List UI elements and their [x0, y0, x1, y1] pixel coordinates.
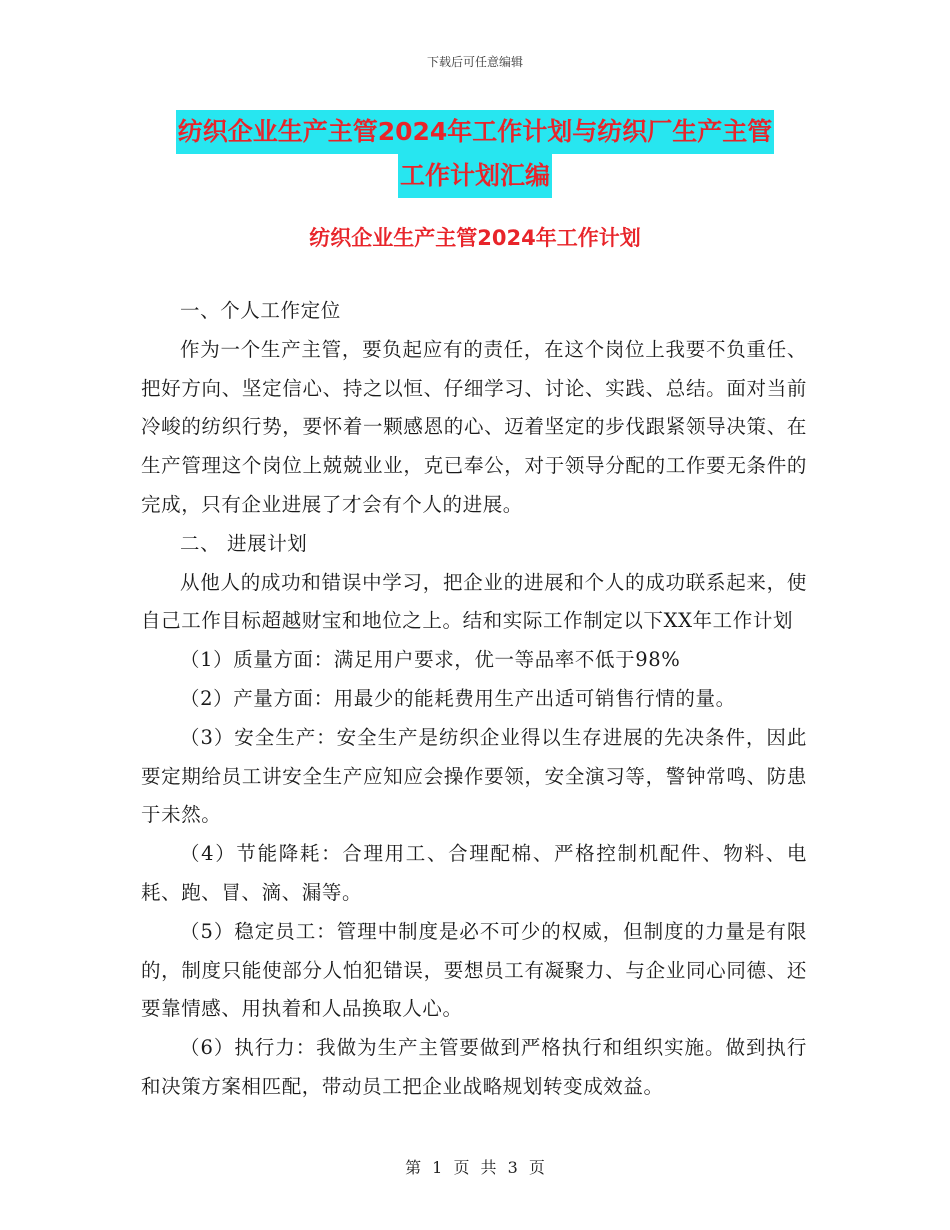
plan-item-safety: （3）安全生产：安全生产是纺织企业得以生存进展的先决条件，因此要定期给员工讲安全生产应知应会操作要领，安全演习等，警钟常鸣、防患于未然。: [141, 725, 807, 827]
section-heading-1: 一、个人工作定位: [180, 299, 341, 322]
section-title: 纺织企业生产主管2024年工作计划: [309, 226, 641, 250]
main-title-line-2: 工作计划汇编: [398, 154, 552, 198]
paragraph: 从他人的成功和错误中学习，把企业的进展和个人的成功联系起来，使自己工作目标超越财宝和地位之上。结和实际工作制定以下XX年工作计划: [141, 570, 807, 633]
plan-item-staff: （5）稳定员工：管理中制度是必不可少的权威，但制度的力量是有限的，制度只能使部分人怕犯错误，要想员工有凝聚力、与企业同心同德、还要靠情感、用执着和人品换取人心。: [141, 919, 807, 1021]
paragraph: 作为一个生产主管，要负起应有的责任，在这个岗位上我要不负重任、把好方向、坚定信心、持之以恒、仔细学习、讨论、实践、总结。面对当前冷峻的纺织行势，要怀着一颗感恩的心、迈着坚定的步伐跟紧领导决策、在生产管理这个岗位上兢兢业业，克已奉公，对于领导分配的工作要无条件的完成，只有企业进展了才会有个人的进展。: [141, 337, 807, 516]
plan-item-execution: （6）执行力：我做为生产主管要做到严格执行和组织实施。做到执行和决策方案相匹配，带动员工把企业战略规划转变成效益。: [141, 1036, 807, 1098]
main-title: [0, 110, 950, 198]
page-footer: 第 1 页 共 3 页: [405, 1158, 545, 1177]
section-heading-2: 二、 进展计划: [180, 531, 308, 555]
plan-item-output: （2）产量方面：用最少的能耗费用生产出适可销售行情的量。: [180, 686, 736, 710]
header-note: 下载后可任意编辑: [426, 55, 523, 69]
plan-item-energy: （4）节能降耗：合理用工、合理配棉、严格控制机配件、物料、电耗、跑、冒、滴、漏等。: [141, 842, 807, 904]
main-title-line-1: 纺织企业生产主管2024年工作计划与纺织厂生产主管: [176, 110, 775, 154]
plan-item-quality: （1）质量方面：满足用户要求，优一等品率不低于98%: [180, 648, 681, 672]
document-body: [141, 292, 807, 1107]
